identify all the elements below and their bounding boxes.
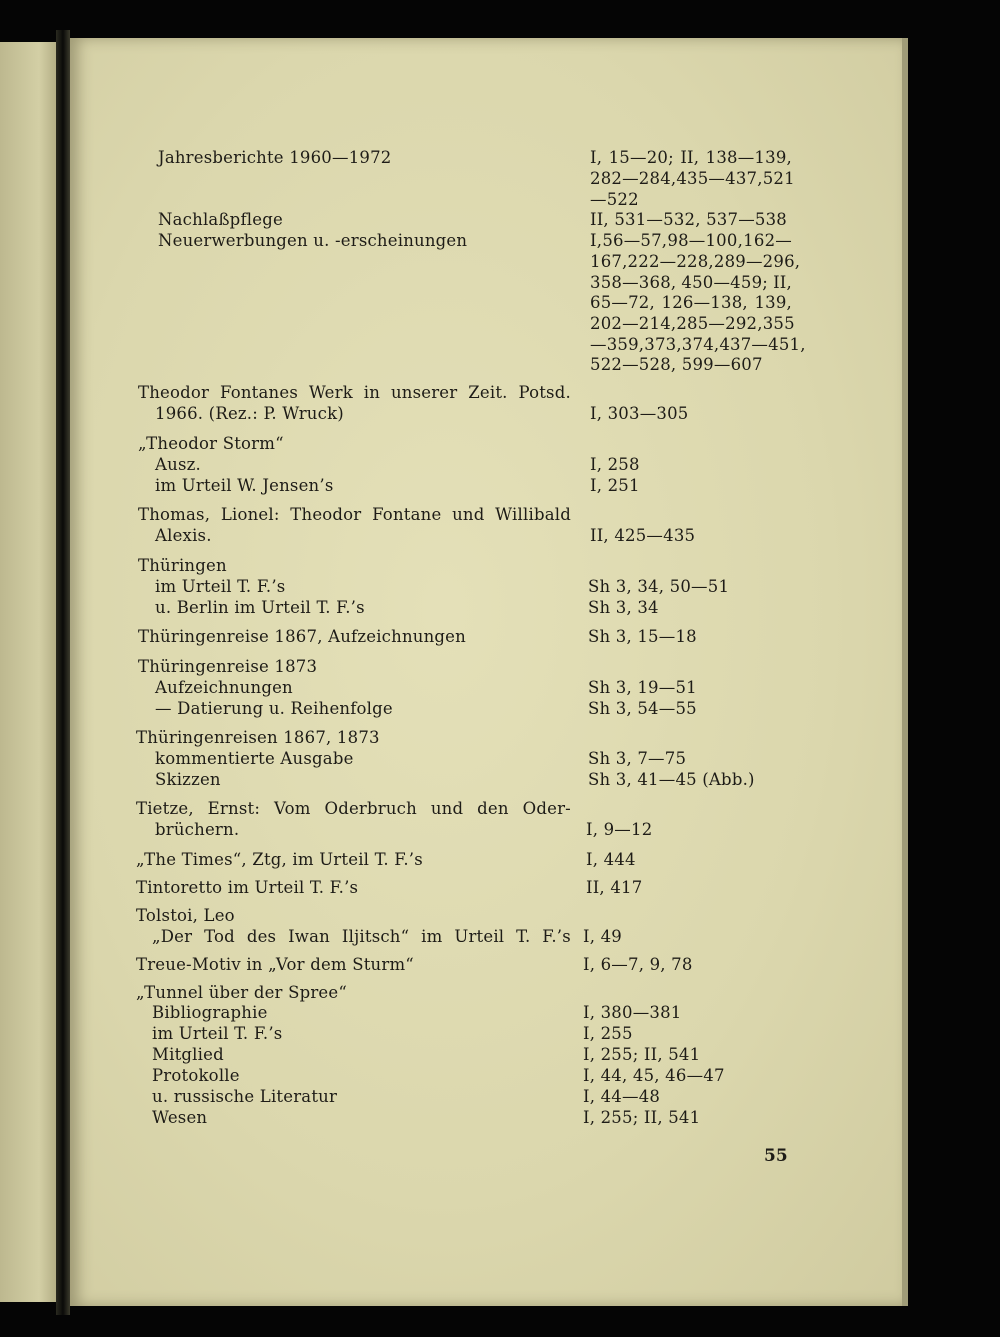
index-reference: 282—284, 435—437, 521 xyxy=(590,169,795,188)
index-term: Thüringenreise 1873 xyxy=(138,657,318,676)
index-term: Thüringenreisen 1867, 1873 xyxy=(136,728,380,747)
index-reference: 202—214, 285—292, 355 xyxy=(590,314,795,333)
index-term: Ausz. xyxy=(155,455,201,474)
index-term: Tolstoi, Leo xyxy=(136,906,235,925)
index-reference: I, 255 xyxy=(583,1024,633,1043)
index-reference: Sh 3, 54—55 xyxy=(588,699,697,718)
index-reference: I, 56—57, 98—100, 162— xyxy=(590,231,792,250)
index-term: Tietze, Ernst: Vom Oderbruch und den Oder- xyxy=(136,799,571,818)
index-reference: 65—72, 126—138, 139, xyxy=(590,293,792,312)
index-reference: I, 255; II, 541 xyxy=(583,1045,701,1064)
index-reference: Sh 3, 7—75 xyxy=(588,749,687,768)
index-reference: Sh 3, 41—45 (Abb.) xyxy=(588,770,755,789)
index-term: Thüringen xyxy=(138,556,227,575)
page-number: 55 xyxy=(764,1146,788,1166)
index-reference: I, 444 xyxy=(586,850,636,869)
index-term: Treue-Motiv in „Vor dem Sturm“ xyxy=(136,955,414,974)
index-term: Aufzeichnungen xyxy=(155,678,293,697)
index-reference: II, 531—532, 537—538 xyxy=(590,210,787,229)
index-term: im Urteil T. F.’s xyxy=(155,577,286,596)
index-reference: Sh 3, 34 xyxy=(588,598,659,617)
index-term: — Datierung u. Reihenfolge xyxy=(155,699,393,718)
index-reference: Sh 3, 19—51 xyxy=(588,678,697,697)
index-term: „Theodor Storm“ xyxy=(138,434,284,453)
index-reference: 522—528, 599—607 xyxy=(590,355,763,374)
index-term: Thüringenreise 1867, Aufzeichnungen xyxy=(138,627,466,646)
index-term: Bibliographie xyxy=(152,1003,268,1022)
index-term: im Urteil W. Jensen’s xyxy=(155,476,334,495)
index-reference: I, 6—7, 9, 78 xyxy=(583,955,693,974)
index-reference: I, 380—381 xyxy=(583,1003,682,1022)
index-reference: Sh 3, 34, 50—51 xyxy=(588,577,730,596)
index-reference: I, 44—48 xyxy=(583,1087,661,1106)
index-reference: —359, 373, 374, 437—451, xyxy=(590,335,806,354)
index-reference: I, 251 xyxy=(590,476,640,495)
index-term: „The Times“, Ztg, im Urteil T. F.’s xyxy=(136,850,423,869)
index-reference: I, 49 xyxy=(583,927,623,946)
index-term: Alexis. xyxy=(155,526,212,545)
index-term: „Tunnel über der Spree“ xyxy=(136,983,347,1002)
index-term: u. russische Literatur xyxy=(152,1087,338,1106)
index-reference: II, 425—435 xyxy=(590,526,696,545)
index-term: Nachlaßpflege xyxy=(158,210,283,229)
index-term: Neuerwerbungen u. -erscheinungen xyxy=(158,231,468,250)
index-reference: I, 44, 45, 46—47 xyxy=(583,1066,725,1085)
index-reference: I, 303—305 xyxy=(590,404,689,423)
index-reference: —522 xyxy=(590,190,639,209)
index-reference: 358—368, 450—459; II, xyxy=(590,273,792,292)
book-gutter xyxy=(56,30,70,1315)
index-reference: I, 255; II, 541 xyxy=(583,1108,701,1127)
index-reference: Sh 3, 15—18 xyxy=(588,627,697,646)
index-term: Skizzen xyxy=(155,770,221,789)
index-reference: I, 15—20; II, 138—139, xyxy=(590,148,792,167)
facing-page-edge xyxy=(0,42,56,1302)
index-reference: II, 417 xyxy=(586,878,643,897)
index-term: u. Berlin im Urteil T. F.’s xyxy=(155,598,365,617)
index-term: Wesen xyxy=(152,1108,208,1127)
index-reference: I, 258 xyxy=(590,455,640,474)
index-term: Jahresberichte 1960—1972 xyxy=(158,148,392,167)
index-term: kommentierte Ausgabe xyxy=(155,749,354,768)
index-term: Tintoretto im Urteil T. F.’s xyxy=(136,878,359,897)
index-term: Theodor Fontanes Werk in unserer Zeit. Potsd. xyxy=(138,383,571,402)
index-term: „Der Tod des Iwan Iljitsch“ im Urteil T. F.’s xyxy=(152,927,571,946)
index-term: 1966. (Rez.: P. Wruck) xyxy=(155,404,344,423)
index-reference: 167, 222—228, 289—296, xyxy=(590,252,801,271)
index-term: Thomas, Lionel: Theodor Fontane und Willibald xyxy=(138,505,571,524)
index-reference: I, 9—12 xyxy=(586,820,653,839)
index-term: Protokolle xyxy=(152,1066,240,1085)
index-term: im Urteil T. F.’s xyxy=(152,1024,283,1043)
index-term: Mitglied xyxy=(152,1045,224,1064)
index-term: brüchern. xyxy=(155,820,240,839)
